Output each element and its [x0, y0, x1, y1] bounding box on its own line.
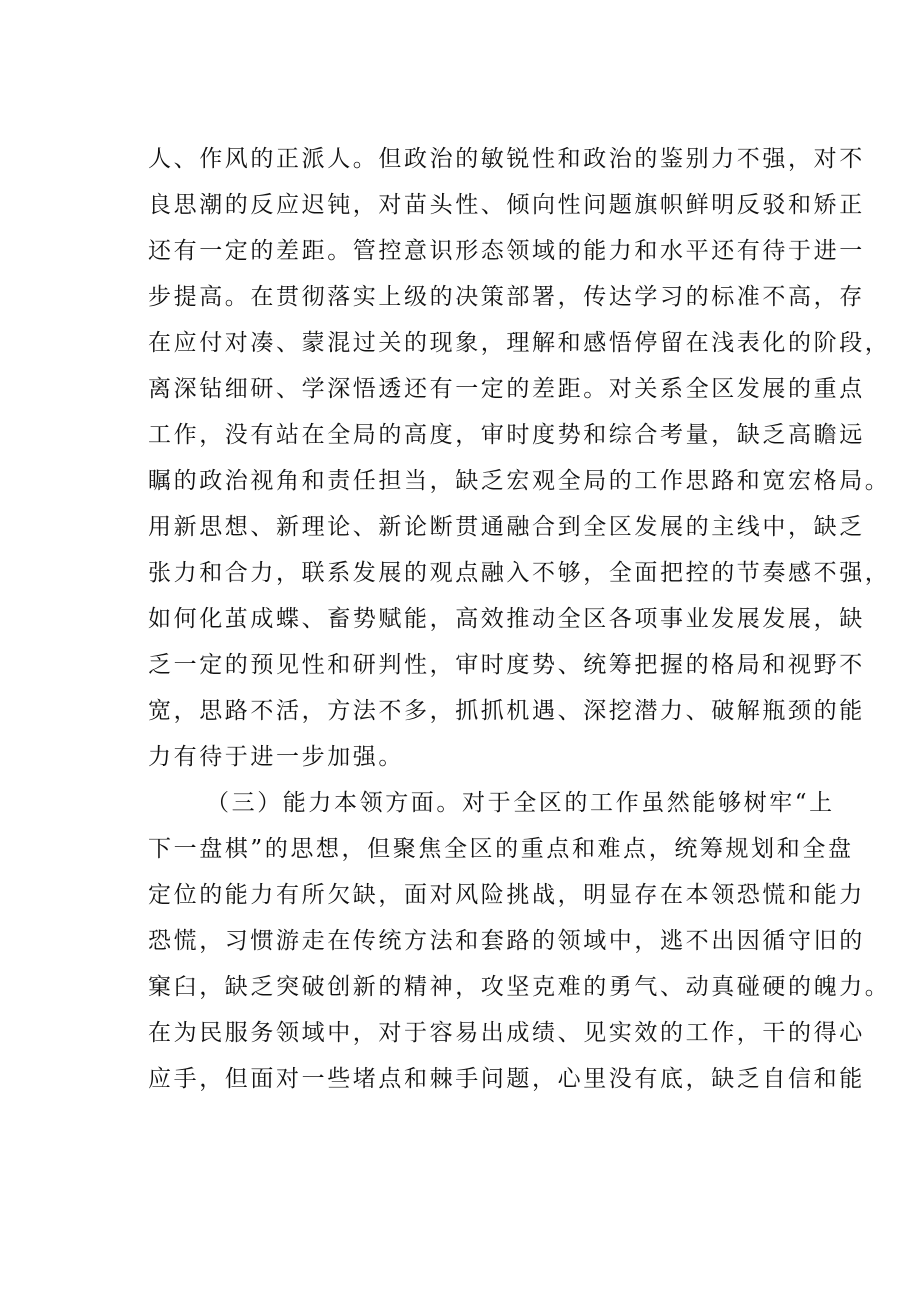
text-line: 用新思想、新理论、新论断贯通融合到全区发展的主线中，缺乏: [148, 514, 865, 540]
text-line: 瞩的政治视角和责任担当，缺乏宏观全局的工作思路和宽宏格局。: [148, 468, 891, 494]
text-line: 在为民服务领域中，对于容易出成绩、见实效的工作，干的得心: [148, 1020, 865, 1046]
text-line: 宽，思路不活，方法不多，抓抓机遇、深挖潜力、破解瓶颈的能: [148, 698, 865, 724]
text-line: 离深钻细研、学深悟透还有一定的差距。对关系全区发展的重点: [148, 376, 865, 402]
text-line: 下一盘棋”的思想，但聚焦全区的重点和难点，统筹规划和全盘: [148, 836, 854, 862]
text-line: 张力和合力，联系发展的观点融入不够，全面把控的节奏感不强，: [148, 560, 891, 586]
text-line: 在应付对凑、蒙混过关的现象，理解和感悟停留在浅表化的阶段，: [148, 330, 891, 356]
text-line: 良思潮的反应迟钝，对苗头性、倾向性问题旗帜鲜明反驳和矫正: [148, 192, 865, 218]
text-line: 工作，没有站在全局的高度，审时度势和综合考量，缺乏高瞻远: [148, 422, 865, 448]
text-line: 恐慌，习惯游走在传统方法和套路的领域中，逃不出因循守旧的: [148, 928, 865, 954]
paragraph-1: [148, 136, 891, 780]
text-line: （三）能力本领方面。对于全区的工作虽然能够树牢“上: [206, 790, 835, 816]
text-line: 如何化茧成蝶、畜势赋能，高效推动全区各项事业发展发展，缺: [148, 606, 865, 632]
text-line: 窠臼，缺乏突破创新的精神，攻坚克难的勇气、动真碰硬的魄力。: [148, 974, 891, 1000]
text-line: 力有待于进一步加强。: [148, 744, 404, 770]
text-line: 步提高。在贯彻落实上级的决策部署，传达学习的标准不高，存: [148, 284, 865, 310]
text-line: 人、作风的正派人。但政治的敏锐性和政治的鉴别力不强，对不: [148, 146, 865, 172]
text-line: 定位的能力有所欠缺，面对风险挑战，明显存在本领恐慌和能力: [148, 882, 865, 908]
text-line: 应手，但面对一些堵点和棘手问题，心里没有底，缺乏自信和能: [148, 1066, 865, 1092]
body-text: [148, 136, 891, 1102]
text-line: 还有一定的差距。管控意识形态领域的能力和水平还有待于进一: [148, 238, 865, 264]
paragraph-2: [148, 780, 891, 1102]
text-line: 乏一定的预见性和研判性，审时度势、统筹把握的格局和视野不: [148, 652, 865, 678]
